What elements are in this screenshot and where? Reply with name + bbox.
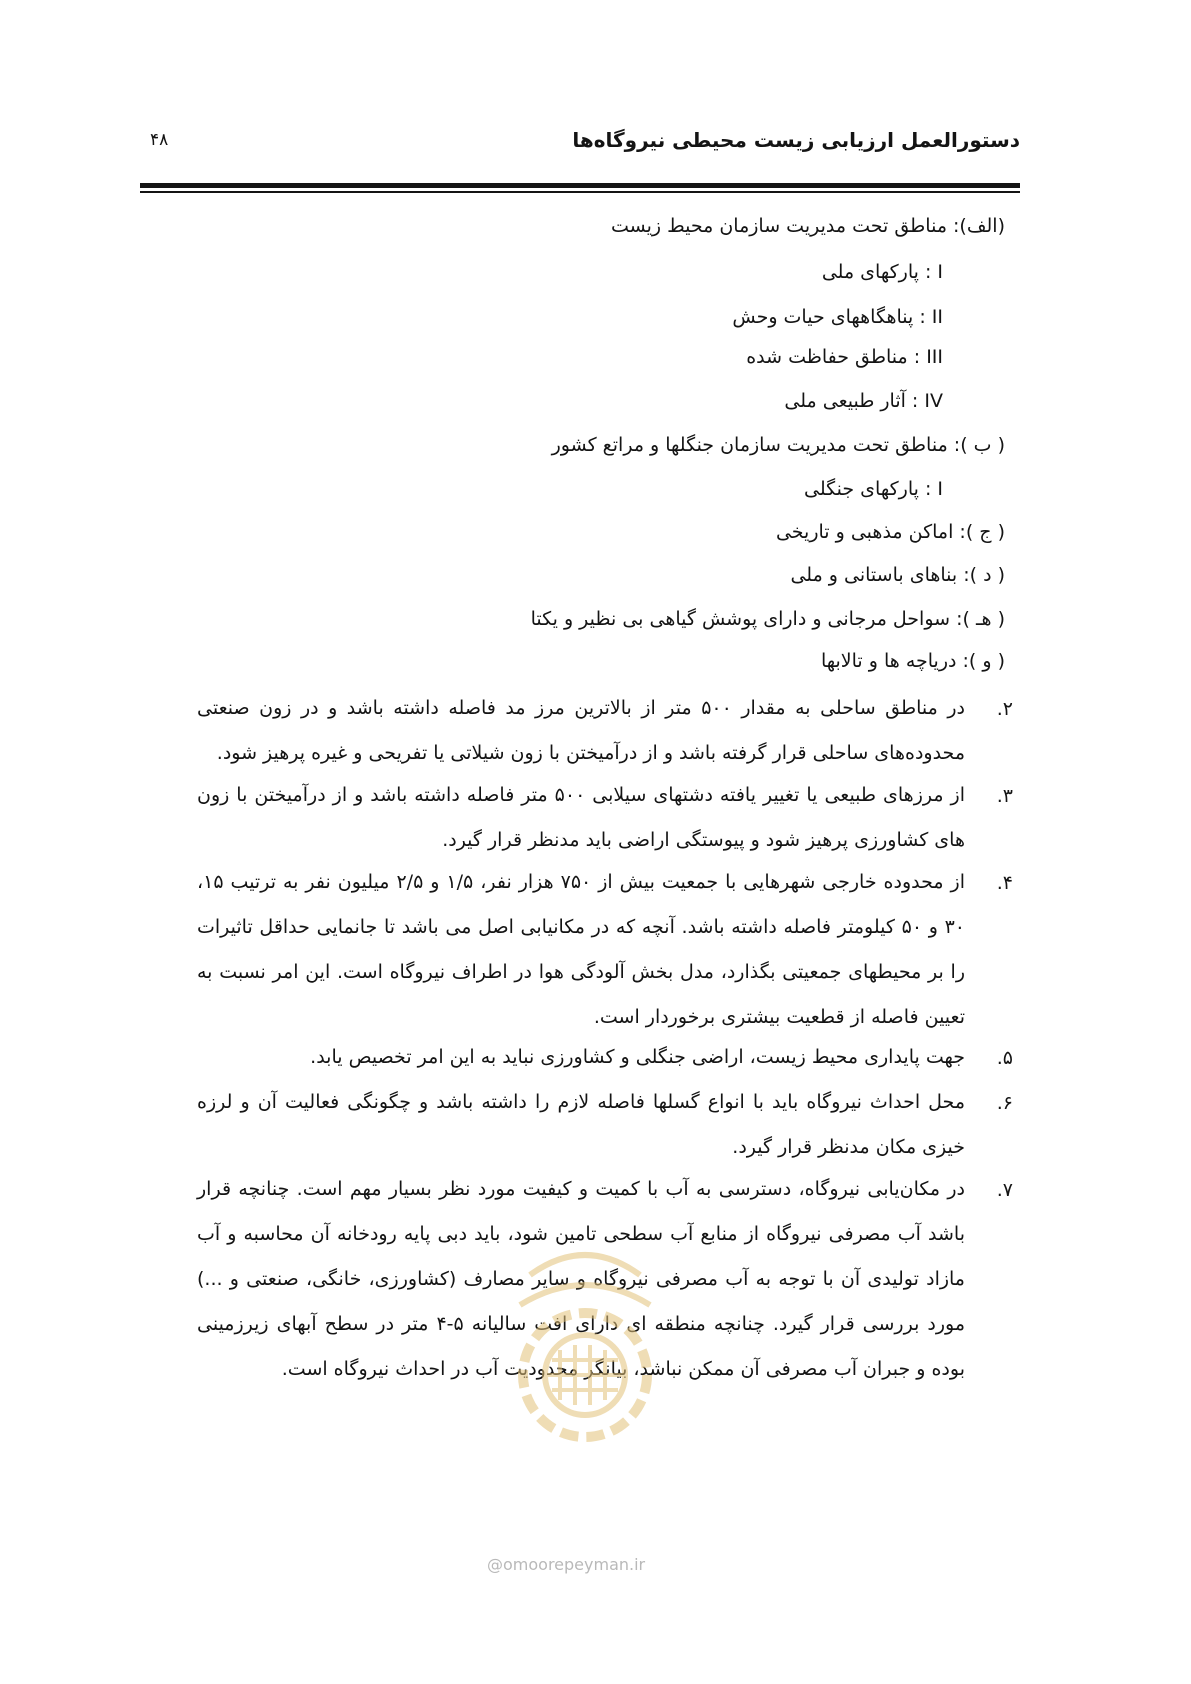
item-number: ۶. [996, 1092, 1013, 1114]
page-number: ۴۸ [150, 130, 169, 150]
header-rule-thin [140, 191, 1020, 193]
category-heading-he: ( هـ ): سواحل مرجانی و دارای پوشش گیاهی بی نظیر و یکتا [530, 608, 1005, 630]
category-heading-alef: (الف): مناطق تحت مدیریت سازمان محیط زیست [610, 215, 1005, 237]
category-subitem: IV : آثار طبیعی ملی [784, 390, 943, 412]
numbered-paragraph: در مکان‌یابی نیروگاه، دسترسی به آب با کمیت و کیفیت مورد نظر بسیار مهم است. چنانچه قرار باشد آب مصرفی نیروگاه از منابع آب سطحی تامین شود، باید دبی پایه رودخانه آن محاسبه و آب مازاد تولیدی آن با توجه به آب مصرفی نیروگاه و سایر مصارف (کشاورزی، خانگی، صنعتی و ...) مورد بررسی قرار گیرد. چنانچه منطقه ای دارای افت سالیانه ۵-۴ متر در سطح آبهای زیرزمینی بوده و جبران آب مصرفی آن ممکن نباشد، بیانگر محدودیت آب در احداث نیروگاه است. [197, 1178, 965, 1380]
numbered-paragraph: محل احداث نیروگاه باید با انواع گسلها فاصله لازم را داشته باشد و چگونگی فعالیت آن و لرزه خیزی مکان مدنظر قرار گیرد. [197, 1091, 965, 1158]
numbered-paragraph: از محدوده خارجی شهرهایی با جمعیت بیش از ۷۵۰ هزار نفر، ۱/۵ و ۲/۵ میلیون نفر به ترتیب ۱۵، ۳۰ و ۵۰ کیلومتر فاصله داشته باشد. آنچه که در مکانیابی اصل می باشد تا جانمایی حداقل تاثیرات را بر محیطهای جمعیتی بگذارد، مدل بخش آلودگی هوا در اطراف نیروگاه است. این امر نسبت به تعیین فاصله از قطعیت بیشتری برخوردار است. [197, 871, 965, 1028]
category-subitem: III : مناطق حفاظت شده [746, 346, 943, 368]
category-heading-be: ( ب ): مناطق تحت مدیریت سازمان جنگلها و مراتع کشور [551, 434, 1005, 456]
numbered-paragraph: جهت پایداری محیط زیست، اراضی جنگلی و کشاورزی نباید به این امر تخصیص یابد. [310, 1046, 965, 1068]
category-subitem: II : پناهگاههای حیات وحش [732, 306, 943, 328]
category-subitem: I : پارکهای ملی [821, 261, 943, 283]
numbered-paragraph: از مرزهای طبیعی یا تغییر یافته دشتهای سیلابی ۵۰۰ متر فاصله داشته باشد و از درآمیختن با زون های کشاورزی پرهیز شود و پیوستگی اراضی باید مدنظر قرار گیرد. [197, 784, 965, 851]
item-number: ۵. [996, 1047, 1013, 1069]
omoorepeyman-seal-logo [490, 1235, 680, 1455]
category-heading-jim: ( ج ): اماکن مذهبی و تاریخی [775, 521, 1005, 543]
running-title: دستورالعمل ارزیابی زیست محیطی نیروگاه‌ها [572, 128, 1020, 152]
item-number: ۳. [996, 785, 1013, 807]
numbered-paragraph: در مناطق ساحلی به مقدار ۵۰۰ متر از بالاترین مرز مد فاصله داشته باشد و در زون صنعتی محدوده‌های ساحلی قرار گرفته باشد و از درآمیختن با زون شیلاتی یا تفریحی و غیره پرهیز شود. [197, 697, 965, 764]
item-number: ۲. [996, 698, 1013, 720]
item-number: ۴. [996, 872, 1013, 894]
watermark-site: @omoorepeyman.ir [487, 1555, 646, 1574]
header-rule-thick [140, 183, 1020, 188]
category-heading-dal: ( د ): بناهای باستانی و ملی [790, 564, 1005, 586]
item-number: ۷. [996, 1179, 1013, 1201]
category-heading-vav: ( و ): دریاچه ها و تالابها [820, 650, 1005, 672]
page-header [150, 128, 1020, 168]
category-subitem: I : پارکهای جنگلی [804, 478, 943, 500]
